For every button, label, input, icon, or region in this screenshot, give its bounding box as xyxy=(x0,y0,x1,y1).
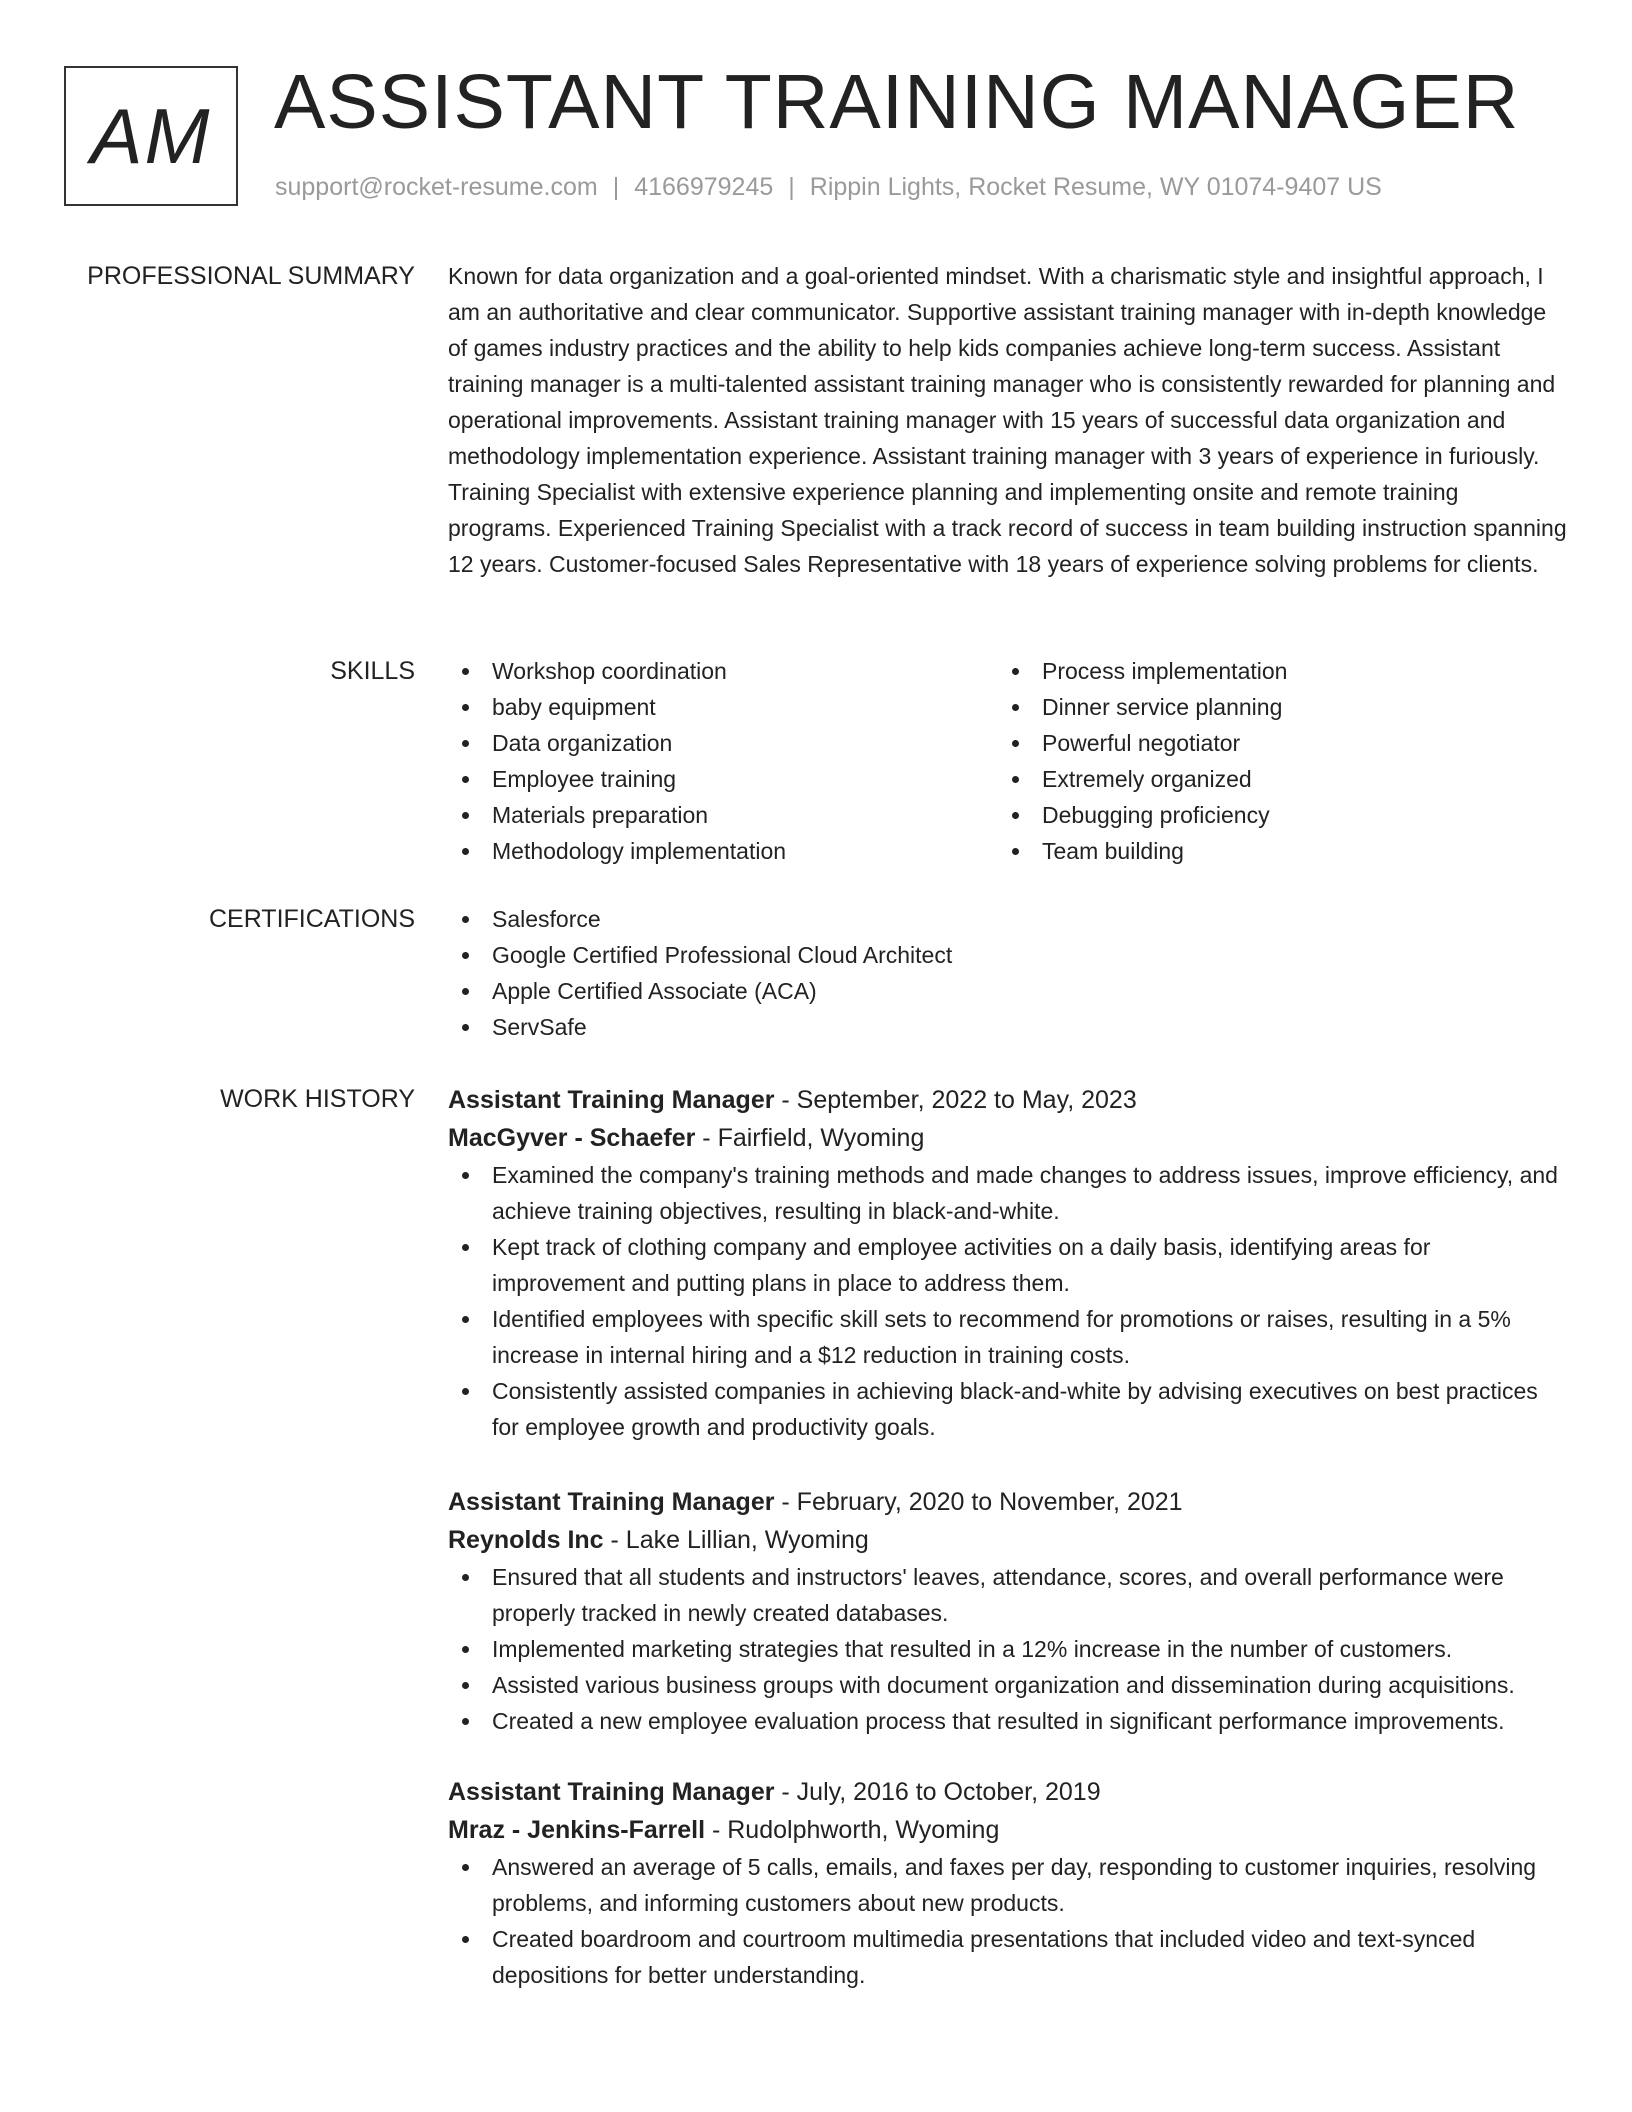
job-bullet: Identified employees with specific skill sets to recommend for promotions or raises, resulting in a 5% increase in internal hiring and a $12 reduction in training costs. xyxy=(448,1301,1568,1373)
skills-list-left xyxy=(448,653,998,869)
job-company-line xyxy=(448,1119,1568,1157)
separator: | xyxy=(612,173,620,201)
skill-item: Dinner service planning xyxy=(998,689,1548,725)
separator: | xyxy=(788,173,795,201)
skills-list-right xyxy=(998,653,1548,869)
page-title: ASSISTANT TRAINING MANAGER xyxy=(274,59,1520,145)
certification-item: Google Certified Professional Cloud Architect xyxy=(448,937,1568,973)
work-history-body xyxy=(448,1081,1568,1993)
skills-grid xyxy=(448,653,1568,869)
skill-item: Methodology implementation xyxy=(448,833,998,869)
summary-body xyxy=(448,258,1568,582)
job-bullet: Assisted various business groups with document organization and dissemination during acquisitions. xyxy=(448,1667,1568,1703)
skill-item: Powerful negotiator xyxy=(998,725,1548,761)
job-bullet: Kept track of clothing company and employee activities on a daily basis, identifying areas for improvement and putting plans in place to address them. xyxy=(448,1229,1568,1301)
job-bullet: Implemented marketing strategies that resulted in a 12% increase in the number of customers. xyxy=(448,1631,1568,1667)
contact-email: support@rocket-resume.com xyxy=(275,173,598,201)
job-location: - Rudolphworth, Wyoming xyxy=(705,1816,1000,1844)
job-company: Reynolds Inc xyxy=(448,1526,604,1554)
certification-item: ServSafe xyxy=(448,1009,1568,1045)
job-dates: - February, 2020 to November, 2021 xyxy=(774,1488,1183,1516)
contact-line xyxy=(275,173,1382,202)
job-bullet: Ensured that all students and instructors' leaves, attendance, scores, and overall performance were properly tracked in newly created databases. xyxy=(448,1559,1568,1631)
job-dates: - July, 2016 to October, 2019 xyxy=(774,1778,1101,1806)
skill-item: Workshop coordination xyxy=(448,653,998,689)
skill-item: Extremely organized xyxy=(998,761,1548,797)
job-location: - Lake Lillian, Wyoming xyxy=(603,1526,869,1554)
job-title-line xyxy=(448,1773,1568,1811)
section-title-work-history: WORK HISTORY xyxy=(220,1085,415,1113)
job-bullet: Created boardroom and courtroom multimedia presentations that included video and text-synced depositions for better understanding. xyxy=(448,1921,1568,1993)
job-role: Assistant Training Manager xyxy=(448,1086,775,1114)
job-bullet: Answered an average of 5 calls, emails, and faxes per day, responding to customer inquiries, resolving problems, and informing customers about new products. xyxy=(448,1849,1568,1921)
job-entry xyxy=(448,1773,1568,1993)
skill-item: Materials preparation xyxy=(448,797,998,833)
contact-phone: 4166979245 xyxy=(634,173,774,201)
certifications-body xyxy=(448,901,1568,1045)
job-role: Assistant Training Manager xyxy=(448,1488,775,1516)
job-company: MacGyver - Schaefer xyxy=(448,1124,696,1152)
contact-address: Rippin Lights, Rocket Resume, WY 01074-9407 US xyxy=(809,173,1382,201)
job-company: Mraz - Jenkins-Farrell xyxy=(448,1816,706,1844)
job-bullets xyxy=(448,1559,1568,1739)
monogram: AM xyxy=(64,66,238,206)
section-title-skills: SKILLS xyxy=(330,657,415,685)
skill-item: Team building xyxy=(998,833,1548,869)
skill-item: Data organization xyxy=(448,725,998,761)
job-bullet: Consistently assisted companies in achieving black-and-white by advising executives on best practices for employee growth and productivity goals. xyxy=(448,1373,1568,1445)
job-company-line xyxy=(448,1521,1568,1559)
job-entry xyxy=(448,1081,1568,1445)
job-location: - Fairfield, Wyoming xyxy=(695,1124,925,1152)
job-bullets xyxy=(448,1157,1568,1445)
certification-item: Apple Certified Associate (ACA) xyxy=(448,973,1568,1009)
job-title-line xyxy=(448,1483,1568,1521)
certification-item: Salesforce xyxy=(448,901,1568,937)
section-title-certifications: CERTIFICATIONS xyxy=(208,905,415,933)
resume-header xyxy=(64,59,1564,210)
job-bullets xyxy=(448,1849,1568,1993)
job-entry xyxy=(448,1483,1568,1739)
job-bullet: Created a new employee evaluation process that resulted in significant performance improvements. xyxy=(448,1703,1568,1739)
skill-item: baby equipment xyxy=(448,689,998,725)
job-company-line xyxy=(448,1811,1568,1849)
skill-item: Employee training xyxy=(448,761,998,797)
skill-item: Debugging proficiency xyxy=(998,797,1548,833)
job-title-line xyxy=(448,1081,1568,1119)
skill-item: Process implementation xyxy=(998,653,1548,689)
section-title-summary: PROFESSIONAL SUMMARY xyxy=(87,262,415,290)
certifications-list xyxy=(448,901,1568,1045)
job-role: Assistant Training Manager xyxy=(448,1778,775,1806)
job-bullet: Examined the company's training methods and made changes to address issues, improve efficiency, and achieve training objectives, resulting in black-and-white. xyxy=(448,1157,1568,1229)
job-dates: - September, 2022 to May, 2023 xyxy=(774,1086,1137,1114)
summary-text: Known for data organization and a goal-oriented mindset. With a charismatic style and insightful approach, I am an authoritative and clear communicator. Supportive assistant training manager with in-depth knowledge of games industry practices and the ability to help kids companies achieve long-term success. Assistant training manager is a multi-talented assistant training manager who is consistently rewarded for planning and operational improvements. Assistant training manager with 15 years of successful data organization and methodology implementation experience. Assistant training manager with 3 years of experience in furiously. Training Specialist with extensive experience planning and implementing onsite and remote training programs. Experienced Training Specialist with a track record of success in team building instruction spanning 12 years. Customer-focused Sales Representative with 18 years of experience solving problems for clients. xyxy=(448,263,1567,577)
